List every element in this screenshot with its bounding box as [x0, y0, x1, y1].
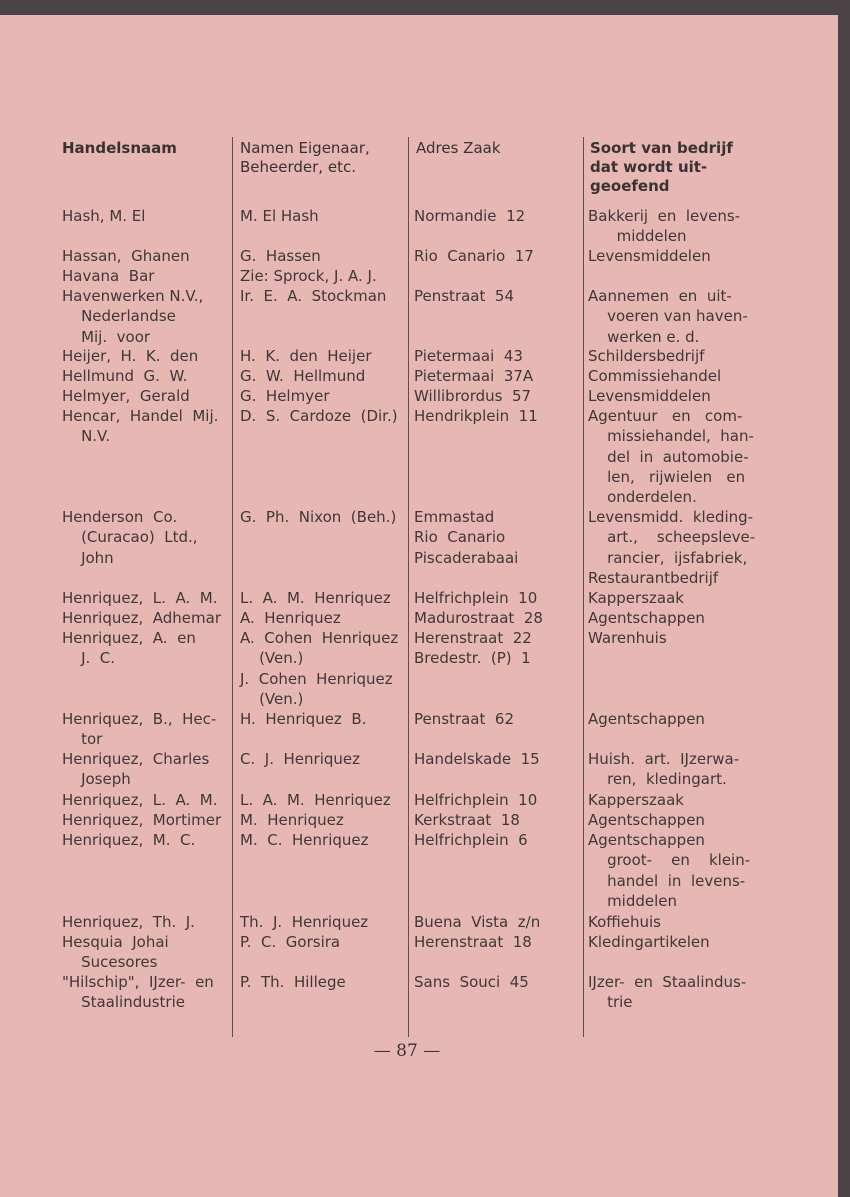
table-cell-col1: Henriquez, Charles Joseph — [62, 750, 210, 789]
column-divider-3 — [583, 137, 584, 1037]
table-cell-col2: L. A. M. Henriquez — [240, 589, 391, 607]
table-cell-col2: M. El Hash — [240, 207, 319, 225]
table-cell-col1: Hassan, Ghanen — [62, 247, 190, 265]
table-cell-col4: Commissiehandel — [588, 367, 722, 385]
table-cell-col1: Henriquez, B., Hec- tor — [62, 710, 217, 749]
header-soort-bedrijf: Soort van bedrijf dat wordt uit- geoefend — [590, 139, 733, 195]
table-cell-col3: Pietermaai 37A — [414, 367, 534, 385]
table-cell-col1: Hash, M. El — [62, 207, 146, 225]
table-cell-col2: G. Hassen — [240, 247, 321, 265]
table-cell-col3: Pietermaai 43 — [414, 347, 523, 365]
document-page — [0, 15, 838, 1197]
table-cell-col2: H. K. den Heijer — [240, 347, 372, 365]
table-cell-col2: M. Henriquez — [240, 811, 344, 829]
table-cell-col1: Hesquia Johai Sucesores — [62, 933, 169, 972]
table-cell-col2: G. Ph. Nixon (Beh.) — [240, 508, 397, 526]
table-cell-col1: Havenwerken N.V., Nederlandse Mij. voor — [62, 287, 204, 346]
table-cell-col2: G. W. Hellmund — [240, 367, 366, 385]
table-cell-col4: Agentschappen — [588, 811, 705, 829]
table-cell-col2: G. Helmyer — [240, 387, 330, 405]
table-cell-col4: Kapperszaak — [588, 589, 684, 607]
table-cell-col4: Levensmidd. kleding- art., scheepsleve- rancier, ijsfabriek, Restaurantbedrijf — [588, 508, 756, 587]
table-cell-col1: Henriquez, L. A. M. — [62, 589, 218, 607]
table-cell-col3: Helfrichplein 10 — [414, 791, 538, 809]
table-cell-col3: Rio Canario 17 — [414, 247, 534, 265]
table-cell-col1: Havana Bar — [62, 267, 155, 285]
table-cell-col4: Aannemen en uit- voeren van haven- werken e. d. — [588, 287, 748, 346]
table-cell-col4: Koffiehuis — [588, 913, 661, 931]
table-cell-col2: H. Henriquez B. — [240, 710, 367, 728]
table-cell-col2: Ir. E. A. Stockman — [240, 287, 387, 305]
table-cell-col4: Bakkerij en levens- middelen — [588, 207, 741, 246]
table-cell-col2: C. J. Henriquez — [240, 750, 360, 768]
table-cell-col2: A. Henriquez — [240, 609, 341, 627]
table-cell-col3: Handelskade 15 — [414, 750, 540, 768]
table-cell-col1: Henriquez, M. C. — [62, 831, 196, 849]
header-handelsnaam: Handelsnaam — [62, 139, 177, 157]
table-cell-col4: Kapperszaak — [588, 791, 684, 809]
table-cell-col2: P. Th. Hillege — [240, 973, 346, 991]
table-cell-col3: Willibrordus 57 — [414, 387, 532, 405]
table-cell-col2: A. Cohen Henriquez (Ven.) J. Cohen Henriquez (Ven.) — [240, 629, 399, 708]
table-cell-col3: Normandie 12 — [414, 207, 526, 225]
table-cell-col4: Agentuur en com- missiehandel, han- del in automobie- len, rijwielen en onderdelen. — [588, 407, 754, 507]
table-cell-col3: Kerkstraat 18 — [414, 811, 520, 829]
table-cell-col4: Levensmiddelen — [588, 247, 711, 265]
table-cell-col2: D. S. Cardoze (Dir.) — [240, 407, 398, 425]
table-cell-col4: Agentschappen — [588, 710, 705, 728]
table-cell-col4: Warenhuis — [588, 629, 667, 647]
header-namen-eigenaar: Namen Eigenaar, Beheerder, etc. — [240, 139, 370, 176]
table-cell-col4: Agentschappen — [588, 609, 705, 627]
table-cell-col1: "Hilschip", IJzer- en Staalindustrie — [62, 973, 214, 1012]
table-cell-col3: Buena Vista z/n — [414, 913, 541, 931]
table-cell-col1: Helmyer, Gerald — [62, 387, 190, 405]
page-number: — 87 — — [373, 1041, 441, 1061]
table-cell-col4: Huish. art. IJzerwa- ren, kledingart. — [588, 750, 740, 789]
table-cell-col2: Th. J. Henriquez — [240, 913, 369, 931]
table-cell-col4: Levensmiddelen — [588, 387, 711, 405]
table-cell-col1: Henriquez, Th. J. — [62, 913, 195, 931]
table-cell-col1: Henriquez, Mortimer — [62, 811, 222, 829]
table-cell-col3: Penstraat 62 — [414, 710, 514, 728]
table-cell-col4: Kledingartikelen — [588, 933, 710, 951]
column-divider-1 — [232, 137, 233, 1037]
table-cell-col1: Henriquez, Adhemar — [62, 609, 222, 627]
column-divider-2 — [408, 137, 409, 1037]
header-adres-zaak: Adres Zaak — [416, 139, 501, 157]
table-cell-col1: Henriquez, A. en J. C. — [62, 629, 196, 668]
table-cell-col1: Henderson Co. (Curacao) Ltd., John — [62, 508, 198, 567]
table-cell-col3: Madurostraat 28 — [414, 609, 543, 627]
table-cell-col2: Zie: Sprock, J. A. J. — [240, 267, 377, 285]
table-cell-col3: Hendrikplein 11 — [414, 407, 538, 425]
table-cell-col4: Agentschappen groot- en klein- handel in levens- middelen — [588, 831, 751, 910]
table-cell-col1: Henriquez, L. A. M. — [62, 791, 218, 809]
table-cell-col2: M. C. Henriquez — [240, 831, 369, 849]
table-cell-col3: Helfrichplein 10 — [414, 589, 538, 607]
table-cell-col4: IJzer- en Staalindus- trie — [588, 973, 747, 1012]
table-cell-col3: Sans Souci 45 — [414, 973, 529, 991]
table-cell-col3: Penstraat 54 — [414, 287, 514, 305]
table-cell-col1: Hellmund G. W. — [62, 367, 188, 385]
table-cell-col2: P. C. Gorsira — [240, 933, 341, 951]
table-cell-col2: L. A. M. Henriquez — [240, 791, 391, 809]
table-cell-col4: Schildersbedrijf — [588, 347, 705, 365]
table-cell-col1: Heijer, H. K. den — [62, 347, 199, 365]
table-cell-col3: Herenstraat 22 Bredestr. (P) 1 — [414, 629, 532, 668]
table-cell-col3: Herenstraat 18 — [414, 933, 532, 951]
table-cell-col3: Emmastad Rio Canario Piscaderabaai — [414, 508, 519, 567]
table-cell-col3: Helfrichplein 6 — [414, 831, 528, 849]
table-cell-col1: Hencar, Handel Mij. N.V. — [62, 407, 219, 446]
